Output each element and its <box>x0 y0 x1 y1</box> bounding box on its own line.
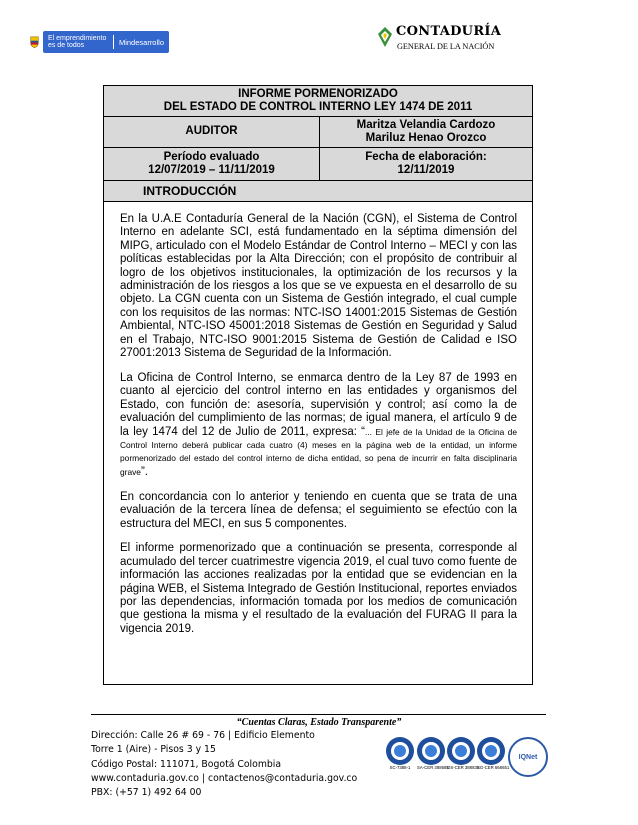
address-line-2: Torre 1 (Aire) - Pisos 3 y 15 <box>91 744 216 756</box>
paragraph-4: El informe pormenorizado que a continuación se presenta, corresponde al acumulado del tercer cuatrimestre vigencia 2019, el cual tuvo como fuente de información las acciones realizadas por la entidad que se evidencian en la página WEB, el Sistema Integrado de Gestión Institucional, reportes enviados por las dependencias, información tomada por los medios de comunicación que gestiona la misma y el resultado de la evaluación del FURAG II para la vigencia 2019. <box>120 542 517 635</box>
intro-body <box>104 202 532 684</box>
cert-badge-3 <box>447 737 480 770</box>
auditor-name-1: Maritza Velandia Cardozo <box>356 119 496 131</box>
period-cell <box>104 148 319 180</box>
cgn-logo <box>376 24 502 54</box>
colombia-shield-icon <box>30 32 39 52</box>
period-row <box>104 148 532 181</box>
report-title-row <box>104 86 532 117</box>
certification-icon <box>477 737 505 765</box>
date-value: 12/11/2019 <box>397 164 455 176</box>
cert-code-3: OS-CER 388835 <box>447 765 480 770</box>
footer-address <box>91 729 357 800</box>
paragraph-2-main: La Oficina de Control Interno, se enmarca dentro de la Ley 87 de 1993 en cuanto al ejercicio del control interno en las entidades y organismos del Estado, con función de: asesoría, supervisión y control; así como la de evaluación del cumplimiento de las normas; de igual manera, el artículo 9 de la ley 1474 del 12 de Julio de 2011, expresa: “ <box>120 371 517 438</box>
report-table <box>103 85 533 685</box>
cgn-subtitle: GENERAL DE LA NACIÓN <box>397 42 495 51</box>
intro-row <box>104 181 532 202</box>
report-title <box>104 86 532 116</box>
auditor-name-2: Mariluz Henao Orozco <box>365 132 487 144</box>
intro-title: INTRODUCCIÓN <box>143 184 237 198</box>
iqnet-label: IQNet <box>518 753 538 761</box>
paragraph-2-end: ”. <box>140 465 148 478</box>
address-line-4: www.contaduria.gov.co | contactenos@contaduria.gov.co <box>91 772 358 784</box>
cert-badge-1 <box>386 737 414 769</box>
auditor-label: AUDITOR <box>185 125 238 137</box>
date-cell <box>320 148 532 180</box>
report-title-line1: INFORME PORMENORIZADO <box>238 88 398 100</box>
address-line-3: Código Postal: 111071, Bogotá Colombia <box>91 758 282 770</box>
cert-badge-4 <box>477 737 510 770</box>
date-label: Fecha de elaboración: <box>365 151 487 163</box>
cert-code-4: SG-CER 668651 <box>477 765 510 770</box>
footer-divider <box>91 714 546 715</box>
gov-slogan-badge <box>43 31 169 53</box>
report-title-line2: DEL ESTADO DE CONTROL INTERNO LEY 1474 DE 2011 <box>163 101 473 113</box>
paragraph-2 <box>120 372 517 479</box>
gov-divider <box>113 35 114 49</box>
cgn-emblem-icon <box>376 26 394 48</box>
certification-icon <box>447 737 475 765</box>
period-label: Período evaluado <box>163 151 260 163</box>
address-line-1: Dirección: Calle 26 # 69 - 76 | Edificio Elemento <box>91 730 315 741</box>
cert-badge-2 <box>417 737 449 770</box>
paragraph-3: En concordancia con lo anterior y teniendo en cuenta que se trata de una evaluación de la tercera línea de defensa; el seguimiento se efectúo con la estructura del MECI, en sus 5 componentes. <box>120 490 517 530</box>
certification-icon <box>417 737 445 765</box>
paragraph-2-quote: ... El jefe de la Unidad de la Oficina de Control Interno deberá publicar cada cuatro (4) meses en la página web de la entidad, un informe pormenorizado del estado del control interno de dicha entidad, so pena de incurrir en falta disciplinaria grave <box>120 426 518 477</box>
gov-entity: Mindesarrollo <box>118 37 164 47</box>
gov-slogan: El emprendimiento es de todos <box>47 35 107 49</box>
gov-banner <box>30 28 169 56</box>
iqnet-badge <box>508 737 548 777</box>
period-value: 12/07/2019 – 11/11/2019 <box>148 164 275 176</box>
intro-text <box>120 213 517 648</box>
auditor-row <box>104 117 532 148</box>
paragraph-1: En la U.A.E Contaduría General de la Nación (CGN), el Sistema de Control Interno en adelante SCI, está fundamentado en la séptima dimensión del MIPG, articulado con el Modelo Estándar de Control Interno – MECI y con las políticas establecidas por la Alta Dirección; con el propósito de contribuir al logro de los objetivos institucionales, la optimización de los recursos y la administración de los riesgos a los que se ve expuesta en el desarrollo de su objeto. La CGN cuenta con un Sistema de Gestión integrado, el cual cumple con los requisitos de las normas: NTC-ISO 14001:2015 Sistemas de Gestión Ambiental, NTC-ISO 45001:2018 Sistemas de Gestión en Seguridad y Salud en el Trabajo, NTC-ISO 9001:2015 Sistema de Gestión de Calidad e ISO 27001:2013 Sistema de Seguridad de la Información. <box>120 213 517 360</box>
footer-slogan: “Cuentas Claras, Estado Transparente” <box>236 717 402 728</box>
cert-code-1: SC-7388-1 <box>389 765 411 770</box>
auditor-label-cell <box>104 117 319 147</box>
cert-code-2: SA-CER 388685 <box>417 765 449 770</box>
certification-icon <box>386 737 414 765</box>
auditor-names-cell <box>320 117 532 147</box>
cgn-name: CONTADURÍA <box>396 24 502 39</box>
address-line-5: PBX: (+57 1) 492 64 00 <box>91 787 202 799</box>
